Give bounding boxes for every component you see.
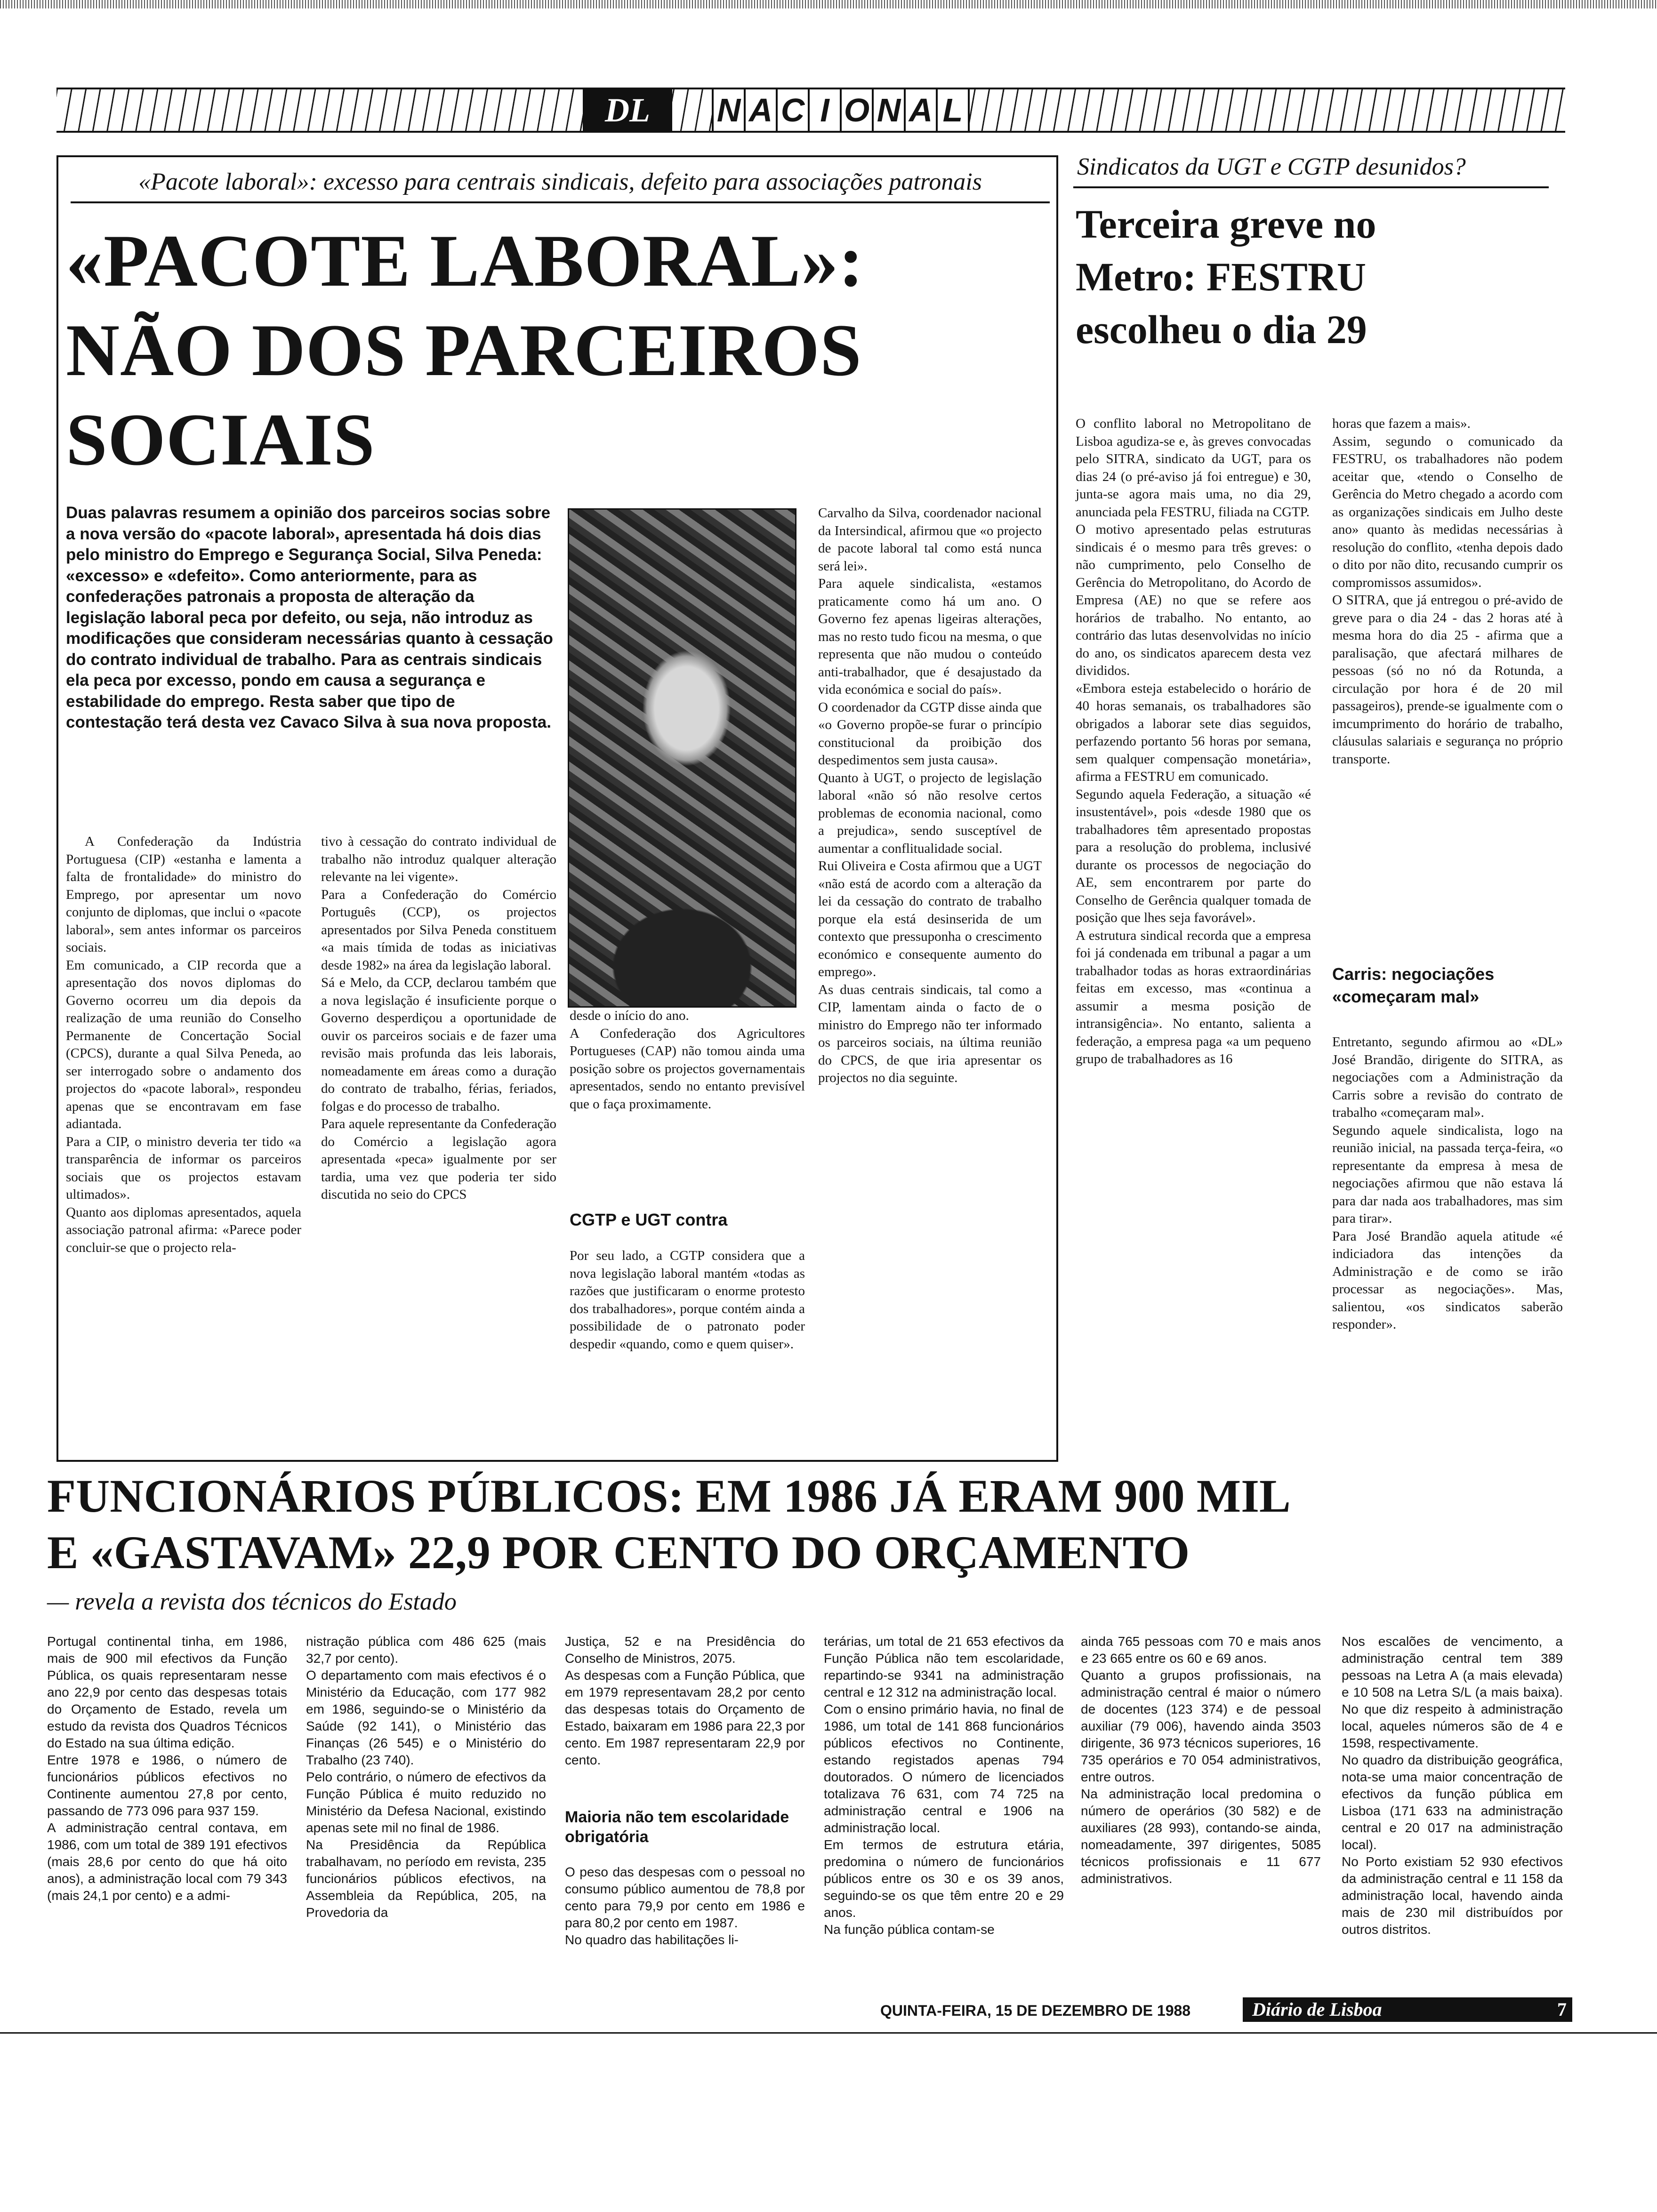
public-article-col3b: O peso das despesas com o pessoal no consumo público aumentou de 78,8 por cento para 79,9 por cento em 1986 e para 80,2 por cento em 1987. No quadro das habilitações li- [565,1865,805,1947]
main-article-col1: A Confederação da Indústria Portuguesa (CIP) «estanha e lamenta a falta de frontalidade» do ministro do Emprego, por apresentar um novo conjunto de diplomas, que inclui o «pacote laboral», sem antes informar os parceiros sociais. Em comunicado, a CIP recorda que a apresentação dos novos diplomas do Governo ocorreu um dia depois da realização de uma reunião do Conselho Permanente de Concertação Social (CPCS), durante a qual Silva Peneda, ao ser interrogado sobre o andamento dos projectos do «pacote laboral», respondeu apenas que se encontravam em fase adiantada. Para a CIP, o ministro deveria ter tido «a transparência de informar os parceiros sociais que os projectos estavam ultimados». Quanto aos diplomas apresentados, aquela associação patronal afirma: «Parece poder concluir-se que o projecto rela- [66,834,301,1255]
metro-article-headline: Terceira greve no Metro: FESTRU escolheu o dia 29 [1076,201,1376,352]
main-article-col3: desde o início do ano. A Confederação dos Agricultores Portugueses (CAP) não tomou ainda uma posição sobre os projectos governamentais apresentados, sendo no entanto previsível que o faça proximamente. [570,1008,805,1112]
page-number: 7 [1557,1999,1567,2020]
public-article-col6: Nos escalões de vencimento, a administração central tem 389 pessoas na Letra A (a mais elevada) e 10 508 na Letra S/L (a mais baixa). No que diz respeito à administração local, aqueles números são de 4 e 1598, respectivamente. No quadro da distribuição geográfica, nota-se uma maior concentração de efectivos da função pública em Lisboa (171 633 na administração central e 20 017 na administração local). No Porto existiam 52 930 efectivos da administração central e 11 158 da administração local, havendo ainda mais de 230 mil distribuídos por outros distritos. [1342,1634,1563,1937]
metro-article-subhead: Carris: negociações «começaram mal» [1332,964,1495,1006]
public-article-col3: Justiça, 52 e na Presidência do Conselho de Ministros, 2075. As despesas com a Função Pública, que em 1979 representavam 28,2 por cento das despesas totais do Orçamento de Estado, baixaram em 1986 para 22,3 por cento. Em 1987 representaram 22,9 por cento. [565,1634,805,1767]
section-letter: N [712,89,744,131]
public-article-kicker: — revela a revista dos técnicos do Estado [47,1588,457,1615]
public-article-headline-line1: FUNCIONÁRIOS PÚBLICOS: EM 1986 JÁ ERAM 900 MIL [47,1470,1291,1522]
public-article-subhead: Maioria não tem escolaridade obrigatória [565,1808,789,1846]
main-article-col2: tivo à cessação do contrato individual de trabalho não introduz qualquer alteração relevante na lei vigente». Para a Confederação do Comércio Português (CCP), os projectos apresentados por Silva Peneda constituem «a mais tímida de todas as iniciativas desde 1982» na área da legislação laboral. Sá e Melo, da CCP, declarou também que a nova legislação é insuficiente porque o Governo desperdiçou a oportunidade de ouvir os parceiros sociais e de fazer uma revisão mais profunda das leis laborais, nomeadamente em áreas como a duração do contrato de trabalho, férias, feriados, folgas e do processo de trabalho. Para aquele representante da Confederação do Comércio a legislação agora apresentada «peca» igualmente por ser tardia, uma vez que poderia ter sido discutida no seio do CPCS [321,834,556,1202]
dl-logo: DL [583,89,672,131]
public-article-col5: ainda 765 pessoas com 70 e mais anos e 23 665 entre os 60 e 69 anos. Quanto a grupos profissionais, na administração central é maior o número de docentes (123 374) e de pessoal auxiliar (79 006), havendo ainda 3503 dirigente, 36 973 técnicos superiores, 16 735 operários e 70 054 administrativos, entre outros. Na administração local predomina o número de operários (30 582) e de auxiliares (28 993), contando-se ainda, nomeadamente, 397 dirigentes, 5085 técnicos profissionais e 11 677 administrativos. [1081,1634,1321,1886]
kicker-rule [71,201,1050,203]
main-article-kicker: «Pacote laboral»: excesso para centrais sindicais, defeito para associações patronais [138,168,982,195]
portrait-photo [568,508,796,1008]
main-article-lead: Duas palavras resumem a opinião dos parceiros socias sobre a nova versão do «pacote laboral», apresentada há dois dias pelo ministro do Emprego e Segurança Social, Silva Peneda: «excesso» e «defeito». Como anteriormente, para as confederações patronais a proposta de alteração da legislação laboral peca por defeito, ou seja, não introduz as modificações que consideram necessárias quanto à cessação do contrato individual de trabalho. Para as centrais sindicais ela peca por excesso, pondo em causa a segurança e estabilidade do emprego. Resta saber que tipo de contestação terá desta vez Cavaco Silva à sua nova proposta. [66,504,553,731]
public-article-col4: terárias, um total de 21 653 efectivos da Função Pública não tem escolaridade, repartindo-se 9341 na administração central e 12 312 na administração local. Com o ensino primário havia, no final de 1986, um total de 141 868 funcionários públicos efectivos no Continente, estando registados apenas 794 doutorados. O número de licenciados totalizava 76 631, com 74 725 na administração central e 1906 na administração local. Em termos de estrutura etária, predomina o número de funcionários públicos entre os 30 e os 39 anos, seguindo-se os que têm entre 20 e 29 anos. Na função pública contam-se [824,1634,1064,1937]
footer-date: QUINTA-FEIRA, 15 DE DEZEMBRO DE 1988 [880,2002,1191,2019]
public-article-col2: nistração pública com 486 625 (mais 32,7 por cento). O departamento com mais efectivos é o Ministério da Educação, com 177 982 em 1986, seguindo-se o Ministério da Saúde (92 141), o Ministério das Finanças (26 545) e o Ministério do Trabalho (23 740). Pelo contrário, o número de efectivos da Função Pública é muito reduzido no Ministério da Defesa Nacional, existindo apenas sete mil no final de 1986. Na Presidência da República trabalhavam, no período em revista, 235 funcionários públicos efectivos, na Assembleia da República, 205, na Provedoria da [306,1634,546,1920]
metro-article-col1: O conflito laboral no Metropolitano de Lisboa agudiza-se e, às greves convocadas pelo SITRA, sindicato da UGT, para os dias 24 (o pré-aviso já foi entregue) e 30, junta-se agora mais uma, no dia 29, anunciada pela FESTRU, filiada na CGTP. O motivo apresentado pelas estruturas sindicais é o mesmo para três greves: o não cumprimento, pelo Conselho de Gerência do Metropolitano, do Acordo de Empresa (AE) no que se refere aos horários de trabalho. No entanto, ao contrário das lutas desenvolvidas no início do ano, os sindicatos aparecem desta vez divididos. «Embora esteja estabelecido o horário de 40 horas semanais, os trabalhadores são obrigados a laborar sete dias seguidos, perfazendo portanto 56 horas por semana, sem qualquer compensação monetária», afirma a FESTRU em comunicado. Segundo aquela Federação, a situação «é insustentável», pois «desde 1980 que os trabalhadores têm apresentado propostas para a resolução do problema, inclusivé durante os processos de negociação do AE, sem encontrarem por parte do Conselho de Gerência qualquer tomada de posição que lhes seja favorável». A estrutura sindical recorda que a empresa foi já condenada em tribunal a pagar a um trabalhador todas as horas extraordinárias feitas em excesso, mas «continua a assumir a mesma posição de intransigência». No entanto, salienta a federação, a empresa paga «a um pequeno grupo de trabalhadores as 16 [1076,416,1311,1066]
main-article-col4: Carvalho da Silva, coordenador nacional da Intersindical, afirmou que «o projecto de pacote laboral tal como está nunca será lei». Para aquele sindicalista, «estamos praticamente como há um ano. O Governo fez apenas ligeiras alterações, mas no resto tudo ficou na mesma, o que representa que não mudou o conteúdo anti-trabalhador, que é desajustado da vida económica e social do país». O coordenador da CGTP disse ainda que «o Governo propõe-se furar o princípio constitucional da proibição dos despedimentos sem justa causa». Quanto à UGT, o projecto de legislação laboral «não só não resolve certos problemas de economia nacional, como a prejudica», sendo susceptível de aumentar a conflitualidade social. Rui Oliveira e Costa afirmou que a UGT «não está de acordo com a alteração da lei da cessação do contrato de trabalho porque ela está desinserida de um contexto que pressuponha o crescimento económico e consequente aumento do emprego». As duas centrais sindicais, tal como a CIP, lamentam ainda o facto de o ministro do Emprego não ter informado os parceiros sociais, na última reunião do CPCS, de que iria apresentar os projectos no dia seguinte. [818,505,1042,1085]
main-article-subhead: CGTP e UGT contra [570,1210,728,1229]
footer-masthead: Diário de Lisboa [1252,1999,1382,2020]
section-letter: I [808,89,840,131]
section-letter: A [904,89,936,131]
section-letter: N [872,89,904,131]
section-letter: C [776,89,808,131]
public-article-headline-line2: E «GASTAVAM» 22,9 POR CENTO DO ORÇAMENTO [47,1526,1190,1579]
top-rule [0,0,1657,8]
metro-article-col2b: Entretanto, segundo afirmou ao «DL» José Brandão, dirigente do SITRA, as negociações com a Administração da Carris sobre a revisão do contrato de trabalho «começaram mal». Segundo aquele sindicalista, logo na reunião inicial, na passada terça-feira, «o representante da empresa à mesa de negociações afirmou que não estava lá para dar nada aos trabalhadores, mas sim para tirar». Para José Brandão aquela atitude «é indiciadora das intenções da Administração e de como se irão processar as negociações». Mas, salientou, «os sindicatos saberão responder». [1332,1034,1563,1332]
metro-kicker-rule [1073,186,1549,188]
section-letter: O [840,89,872,131]
main-article-headline: «PACOTE LABORAL»: NÃO DOS PARCEIROS SOCIAIS [66,220,864,481]
footer-masthead-bar [1243,1997,1572,2022]
metro-article-col2: horas que fazem a mais». Assim, segundo o comunicado da FESTRU, os trabalhadores não podem aceitar que, «tendo o Conselho de Gerência do Metro chegado a acordo com as organizações sindicais em Julho deste ano» quanto às medidas necessárias à resolução do conflito, «tenha depois dado o dito por não dito, recusando cumprir os compromissos assumidos». O SITRA, que já entregou o pré-avido de greve para o dia 24 - das 2 horas até à mesma hora do dia 25 - afirma que a paralisação, que afectará milhares de pessoas (só no nó da Rotunda, a circulação por hora é de 20 mil passageiros), prende-se igualmente com o imcumprimento do horário de trabalho, cláusulas salariais e segurança no próprio transporte. [1332,416,1563,767]
section-label-nacional [712,88,970,133]
footer-rule [0,2032,1657,2034]
section-letter: L [936,89,968,131]
main-article-col3b: Por seu lado, a CGTP considera que a nova legislação laboral mantém «todas as razões que justificaram o enorme protesto dos trabalhadores», porque contém ainda a possibilidade de o patronato poder despedir «quando, como e quem quiser». [570,1248,805,1352]
public-article-col1: Portugal continental tinha, em 1986, mais de 900 mil efectivos da Função Pública, os quais representaram nesse ano 22,9 por cento das despesas totais do Orçamento de Estado, revela um estudo da revista dos Quadros Técnicos do Estado na sua última edição. Entre 1978 e 1986, o número de funcionários públicos efectivos no Continente aumentou 27,8 por cento, passando de 773 096 para 937 159. A administração central contava, em 1986, com um total de 389 191 efectivos (mais 28,6 por cento do que há oito anos), a administração local com 79 343 (mais 24,1 por cento) e a admi- [47,1634,287,1903]
section-letter: A [744,89,776,131]
metro-article-kicker: Sindicatos da UGT e CGTP desunidos? [1077,153,1466,180]
